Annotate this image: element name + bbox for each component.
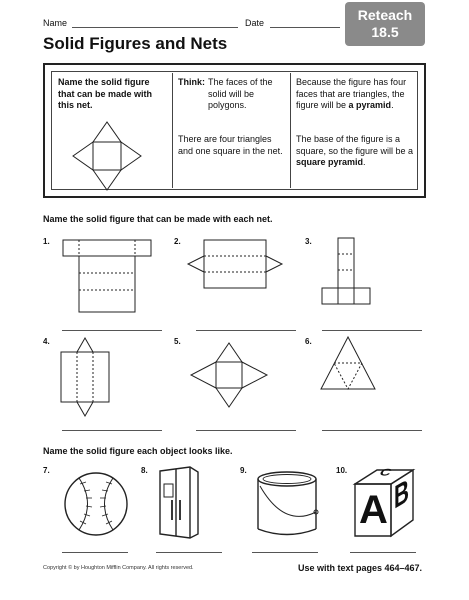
block-letter-top: C <box>377 466 394 479</box>
think-label: Think: <box>178 77 205 87</box>
name-label: Name <box>43 18 68 28</box>
section2-instruction: Name the solid figure each object looks like. <box>43 446 233 456</box>
paint-can-icon <box>258 472 318 535</box>
item-number: 3. <box>305 237 312 246</box>
item-number: 7. <box>43 466 50 475</box>
item-number: 1. <box>43 237 50 246</box>
item-number: 9. <box>240 466 247 475</box>
answer-line-9[interactable] <box>252 552 318 553</box>
section1-instruction: Name the solid figure that can be made with each net. <box>43 214 273 224</box>
item-number: 4. <box>43 337 50 346</box>
copyright-text: Copyright © by Houghton Mifflin Company. All rights reserved. <box>43 565 194 571</box>
page-title: Solid Figures and Nets <box>43 34 228 53</box>
badge-line1: Reteach <box>357 7 413 23</box>
think-text-2: There are four triangles and one square in the net. <box>178 134 283 156</box>
item-number: 8. <box>141 466 148 475</box>
reason-1: Because the figure has four faces that are triangles, the figure will be a pyramid. <box>296 77 407 110</box>
think-text-1: The faces of the solid will be polygons. <box>208 77 273 110</box>
reason-2: The base of the figure is a square, so the figure will be a square pyramid. <box>296 134 414 167</box>
item-number: 10. <box>336 466 348 475</box>
answer-line-8[interactable] <box>156 552 222 553</box>
item-number: 5. <box>174 337 181 346</box>
example-prompt: Name the solid figure that can be made with this net. <box>58 77 153 110</box>
item-number: 2. <box>174 237 181 246</box>
refrigerator-icon <box>160 467 198 538</box>
date-label: Date <box>245 18 265 28</box>
item-number: 6. <box>305 337 312 346</box>
answer-line-10[interactable] <box>350 552 416 553</box>
block-letter-front: A <box>359 488 388 532</box>
badge-line2: 18.5 <box>371 24 399 40</box>
baseball-icon <box>65 473 127 535</box>
answer-line-7[interactable] <box>62 552 128 553</box>
page-reference: Use with text pages 464–467. <box>298 563 423 573</box>
block-letter-side: B <box>394 471 410 516</box>
